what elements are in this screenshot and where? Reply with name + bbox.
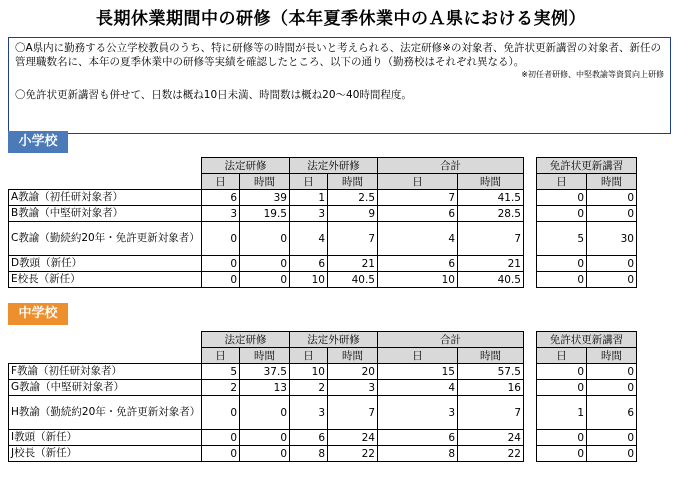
section-label-junior: 中学校 [8,303,68,325]
header-hours: 時間 [328,348,378,364]
cell-value: 20 [328,364,378,380]
cell-value: 22 [328,446,378,462]
cell-value: 16 [458,380,524,396]
cell-value: 21 [328,256,378,272]
row-name: J校長（新任） [9,446,202,462]
cell-value: 5 [537,222,587,256]
header-total: 合計 [378,332,524,348]
cell-value: 30 [587,222,637,256]
cell-value: 2 [202,380,240,396]
cell-value: 0 [202,446,240,462]
table-row [9,446,637,462]
cell-value: 7 [458,222,524,256]
cell-value: 0 [587,190,637,206]
cell-value: 3 [378,396,458,430]
column-gap [524,364,537,380]
cell-value: 6 [290,430,328,446]
cell-value: 0 [202,396,240,430]
cell-value: 0 [537,272,587,288]
row-name: A教諭（初任研対象者） [9,190,202,206]
cell-value: 0 [587,446,637,462]
cell-value: 0 [202,430,240,446]
cell-value: 6 [202,190,240,206]
elementary-rows [9,190,637,288]
cell-value: 3 [290,206,328,222]
cell-value: 0 [537,256,587,272]
cell-value: 0 [240,256,290,272]
cell-value: 15 [378,364,458,380]
junior-table [8,331,637,462]
cell-value: 40.5 [328,272,378,288]
cell-value: 9 [328,206,378,222]
cell-value: 7 [328,222,378,256]
column-gap [524,430,537,446]
header-day: 日 [537,348,587,364]
header-hours: 時間 [458,348,524,364]
row-name: I教頭（新任） [9,430,202,446]
header-total: 合計 [378,158,524,174]
cell-value: 57.5 [458,364,524,380]
cell-value: 0 [587,364,637,380]
header-hours: 時間 [458,174,524,190]
cell-value: 21 [458,256,524,272]
row-name: E校長（新任） [9,272,202,288]
column-gap [524,272,537,288]
info-footnote: ※初任者研修、中堅教諭等資質向上研修 [521,70,664,79]
cell-value: 24 [458,430,524,446]
page-title: 長期休業期間中の研修（本年夏季休業中のＡ県における実例） [96,9,586,29]
info-paragraph-1: 〇A県内に勤務する公立学校教員のうち、特に研修等の時間が長いと考えられる、法定研修※の対象者、免許状更新講習の対象者、新任の管理職数名に、本年の夏季休業中の研修等実績を確認したところ、以下の通り（勤務校はそれぞれ異なる）。 [15,42,661,68]
cell-value: 0 [537,430,587,446]
cell-value: 0 [240,446,290,462]
cell-value: 39 [240,190,290,206]
table-row [9,364,637,380]
cell-value: 1 [537,396,587,430]
cell-value: 2.5 [328,190,378,206]
cell-value: 24 [328,430,378,446]
cell-value: 0 [240,222,290,256]
table-row [9,256,637,272]
cell-value: 6 [290,256,328,272]
info-paragraph-2: 〇免許状更新講習も併せて、日数は概ね10日未満、時間数は概ね20～40時間程度。 [15,89,412,101]
cell-value: 0 [587,272,637,288]
table-row [9,380,637,396]
header-renewal: 免許状更新講習 [537,158,637,174]
cell-value: 7 [328,396,378,430]
cell-value: 7 [458,396,524,430]
column-gap [524,222,537,256]
header-day: 日 [202,174,240,190]
cell-value: 0 [537,364,587,380]
cell-value: 0 [587,206,637,222]
header-legal: 法定研修 [202,158,290,174]
row-name: H教諭（勤続約20年・免許更新対象者） [9,396,202,430]
column-gap [524,256,537,272]
cell-value: 7 [378,190,458,206]
cell-value: 41.5 [458,190,524,206]
column-gap [524,396,537,430]
column-gap [524,190,537,206]
cell-value: 5 [202,364,240,380]
row-name: C教諭（勤続約20年・免許更新対象者） [9,222,202,256]
cell-value: 0 [537,446,587,462]
junior-rows [9,364,637,462]
header-hours: 時間 [240,348,290,364]
cell-value: 6 [378,430,458,446]
cell-value: 3 [290,396,328,430]
table-row [9,190,637,206]
cell-value: 0 [537,206,587,222]
header-day: 日 [290,348,328,364]
header-day: 日 [378,174,458,190]
table-row [9,222,637,256]
cell-value: 19.5 [240,206,290,222]
row-name: F教諭（初任研対象者） [9,364,202,380]
cell-value: 3 [202,206,240,222]
header-hours: 時間 [328,174,378,190]
table-row [9,396,637,430]
cell-value: 0 [240,396,290,430]
cell-value: 10 [290,272,328,288]
header-renewal: 免許状更新講習 [537,332,637,348]
cell-value: 0 [202,256,240,272]
info-box [8,37,671,134]
cell-value: 28.5 [458,206,524,222]
column-gap [524,380,537,396]
cell-value: 10 [290,364,328,380]
cell-value: 8 [378,446,458,462]
cell-value: 3 [328,380,378,396]
column-gap [524,446,537,462]
cell-value: 0 [202,222,240,256]
cell-value: 0 [537,190,587,206]
header-nonlegal: 法定外研修 [290,332,378,348]
cell-value: 4 [378,222,458,256]
cell-value: 22 [458,446,524,462]
cell-value: 0 [537,380,587,396]
row-name: B教諭（中堅研対象者） [9,206,202,222]
cell-value: 37.5 [240,364,290,380]
cell-value: 6 [378,206,458,222]
header-hours: 時間 [240,174,290,190]
header-day: 日 [537,174,587,190]
section-label-elementary: 小学校 [8,131,68,153]
cell-value: 8 [290,446,328,462]
cell-value: 10 [378,272,458,288]
cell-value: 0 [240,272,290,288]
cell-value: 40.5 [458,272,524,288]
cell-value: 6 [587,396,637,430]
cell-value: 6 [378,256,458,272]
header-hours: 時間 [587,174,637,190]
cell-value: 0 [587,256,637,272]
row-name: D教頭（新任） [9,256,202,272]
table-row [9,430,637,446]
row-name: G教諭（中堅研対象者） [9,380,202,396]
cell-value: 0 [587,430,637,446]
header-nonlegal: 法定外研修 [290,158,378,174]
header-legal: 法定研修 [202,332,290,348]
column-gap [524,206,537,222]
cell-value: 0 [587,380,637,396]
header-day: 日 [202,348,240,364]
cell-value: 2 [290,380,328,396]
cell-value: 0 [202,272,240,288]
table-row [9,206,637,222]
cell-value: 13 [240,380,290,396]
header-hours: 時間 [587,348,637,364]
cell-value: 1 [290,190,328,206]
cell-value: 0 [240,430,290,446]
table-row [9,272,637,288]
elementary-table [8,157,637,288]
cell-value: 4 [378,380,458,396]
header-day: 日 [290,174,328,190]
header-day: 日 [378,348,458,364]
cell-value: 4 [290,222,328,256]
